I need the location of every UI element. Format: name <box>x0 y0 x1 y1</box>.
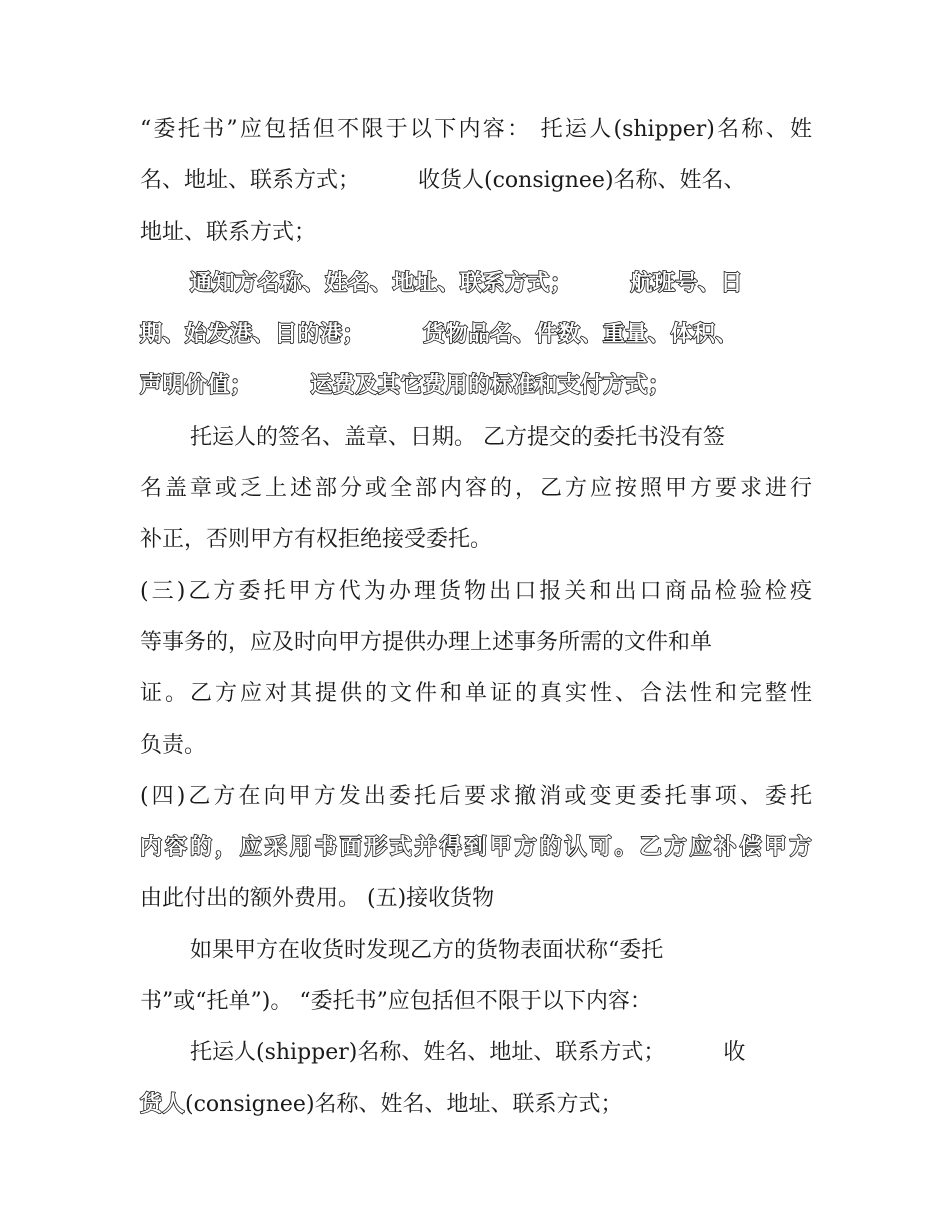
text-segment: 托运人(shipper)名称、姓名、地址、联系方式； <box>190 1040 666 1066</box>
text-segment: 托运人的签名、盖章、日期。 乙方提交的委托书没有签 <box>190 424 725 450</box>
document-body <box>140 104 812 1130</box>
text-segment: 书”或“托单”)。 “委托书”应包括但不限于以下内容： <box>140 989 652 1015</box>
text-segment: (consignee)名称、姓名、地址、联系方式； <box>185 1091 623 1117</box>
text-segment: 名、地址、联系方式； <box>140 168 361 194</box>
text-segment: 等事务的，应及时向甲方提供办理上述事务所需的文件和单 <box>140 629 713 655</box>
text-segment: 由此付出的额外费用。 (五)接收货物 <box>140 886 495 912</box>
text-line-9 <box>140 514 812 565</box>
text-line-2 <box>140 155 812 206</box>
outlined-text-segment: 内容的，应采用书面形式并得到甲方的认可。乙方应补偿甲方 <box>140 834 812 861</box>
text-segment: 地址、联系方式； <box>140 219 317 245</box>
text-line-7 <box>140 412 812 463</box>
text-line-18 <box>140 976 812 1027</box>
text-line-5 <box>140 309 812 360</box>
text-line-12 <box>140 668 812 719</box>
text-line-15 <box>140 822 812 873</box>
text-segment: “委托书”应包括但不限于以下内容： 托运人(shipper)名称、姓 <box>140 117 812 142</box>
text-segment: 负责。 <box>140 732 207 758</box>
text-line-3 <box>140 207 812 258</box>
text-line-13 <box>140 720 812 771</box>
text-segment: 名盖章或乏上述部分或全部内容的，乙方应按照甲方要求进行 <box>140 476 812 502</box>
outlined-text-segment: 期、始发港、目的港； <box>140 321 366 348</box>
outlined-text-segment: 货人 <box>140 1090 186 1117</box>
text-line-19 <box>140 1027 812 1078</box>
text-line-16 <box>140 873 812 924</box>
text-segment: 收货人(consignee)名称、姓名、 <box>418 168 746 194</box>
outlined-text-segment: 运费及其它费用的标准和支付方式； <box>310 372 671 399</box>
text-line-20 <box>140 1079 812 1130</box>
outlined-text-segment: 通知方名称、姓名、地址、联系方式； <box>190 269 573 296</box>
text-line-10 <box>140 566 812 617</box>
outlined-text-segment: 货物品名、件数、重量、体积、 <box>423 321 739 348</box>
text-line-14 <box>140 771 812 822</box>
outlined-text-segment: 声明价值； <box>140 372 253 399</box>
text-line-1 <box>140 104 812 155</box>
outlined-text-segment: 航班号、日 <box>630 269 744 296</box>
text-segment: (四)乙方在向甲方发出委托后要求撤消或变更委托事项、委托 <box>140 783 812 809</box>
text-line-11 <box>140 617 812 668</box>
text-line-6 <box>140 360 812 411</box>
text-segment: (三)乙方委托甲方代为办理货物出口报关和出口商品检验检疫 <box>140 578 812 604</box>
text-line-8 <box>140 463 812 514</box>
text-segment: 证。乙方应对其提供的文件和单证的真实性、合法性和完整性 <box>140 681 812 707</box>
text-segment: 如果甲方在收货时发现乙方的货物表面状称“委托 <box>190 937 664 963</box>
text-segment: 补正，否则甲方有权拒绝接受委托。 <box>140 527 493 553</box>
text-line-17 <box>140 925 812 976</box>
text-line-4 <box>140 258 812 309</box>
text-segment: 收 <box>723 1040 746 1066</box>
